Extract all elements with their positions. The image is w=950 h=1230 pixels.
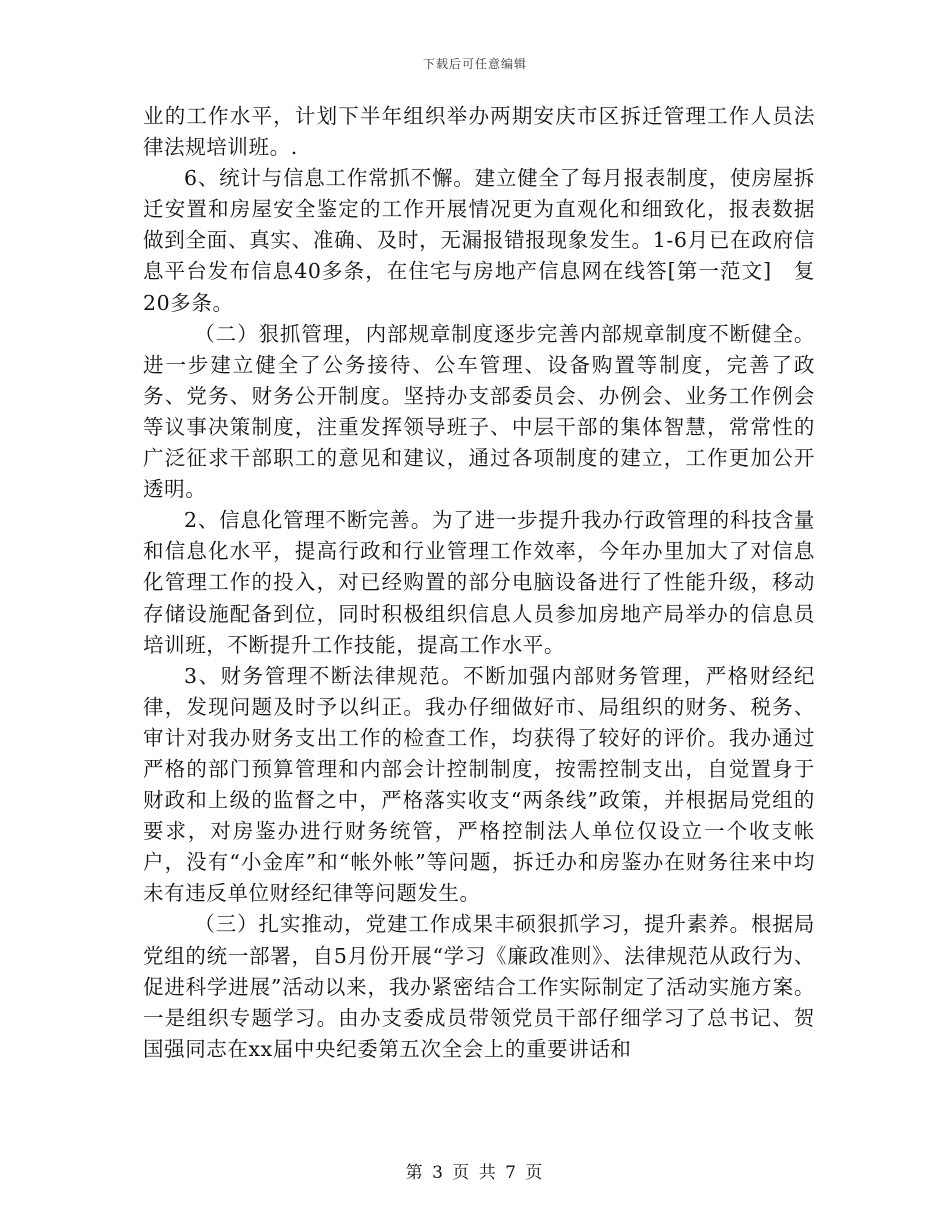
document-body [143, 101, 815, 1065]
page-number: 第 3 页 共 7 页 [405, 1163, 545, 1183]
paragraph-informatization: 2、信息化管理不断完善。为了进一步提升我办行政管理的科技含量和信息化水平，提高行政和行业管理工作效率，今年办里加大了对信息化管理工作的投入，对已经购置的部分电脑设备进行了性能升级，移动存储设施配备到位，同时积极组织信息人员参加房地产局举办的信息员培训班，不断提升工作技能，提高工作水平。 [143, 508, 815, 657]
paragraph-continuation: 业的工作水平，计划下半年组织举办两期安庆市区拆迁管理工作人员法律法规培训班。. [143, 104, 815, 160]
paragraph-section-two: （二）狠抓管理，内部规章制度逐步完善内部规章制度不断健全。进一步建立健全了公务接待、公车管理、设备购置等制度，完善了政务、党务、财务公开制度。坚持办支部委员会、办例会、业务工作例会等议事决策制度，注重发挥领导班子、中层干部的集体智慧，常常性的广泛征求干部职工的意见和建议，通过各项制度的建立，工作更加公开透明。 [143, 321, 815, 502]
paragraph-section-three: （三）扎实推动，党建工作成果丰硕狠抓学习，提升素养。根据局党组的统一部署，自5月份开展“学习《廉政准则》、法律规范从政行为、促进科学进展”活动以来，我办紧密结合工作实际制定了活动实施方案。一是组织专题学习。由办支委成员带领党员干部仔细学习了总书记、贺国强同志在xx届中央纪委第五次全会上的重要讲话和 [143, 912, 815, 1061]
paragraph-statistics: 6、统计与信息工作常抓不懈。建立健全了每月报表制度，使房屋拆迁安置和房屋安全鉴定的工作开展情况更为直观化和细致化，报表数据做到全面、真实、准确、及时，无漏报错报现象发生。1-6月已在政府信息平台发布信息40多条，在住宅与房地产信息网在线答[第一范文] 复20多条。 [143, 166, 815, 315]
paragraph-finance: 3、财务管理不断法律规范。不断加强内部财务管理，严格财经纪律，发现问题及时予以纠正。我办仔细做好市、局组织的财务、税务、审计对我办财务支出工作的检查工作，均获得了较好的评价。我办通过严格的部门预算管理和内部会计控制制度，按需控制支出，自觉置身于财政和上级的监督之中，严格落实收支“两条线”政策，并根据局党组的要求，对房鉴办进行财务统管，严格控制法人单位仅设立一个收支帐户，没有“小金库”和“帐外帐”等问题，拆迁办和房鉴办在财务往来中均未有违反单位财经纪律等问题发生。 [143, 663, 815, 906]
page-header-note: 下载后可任意编辑 [422, 57, 527, 71]
